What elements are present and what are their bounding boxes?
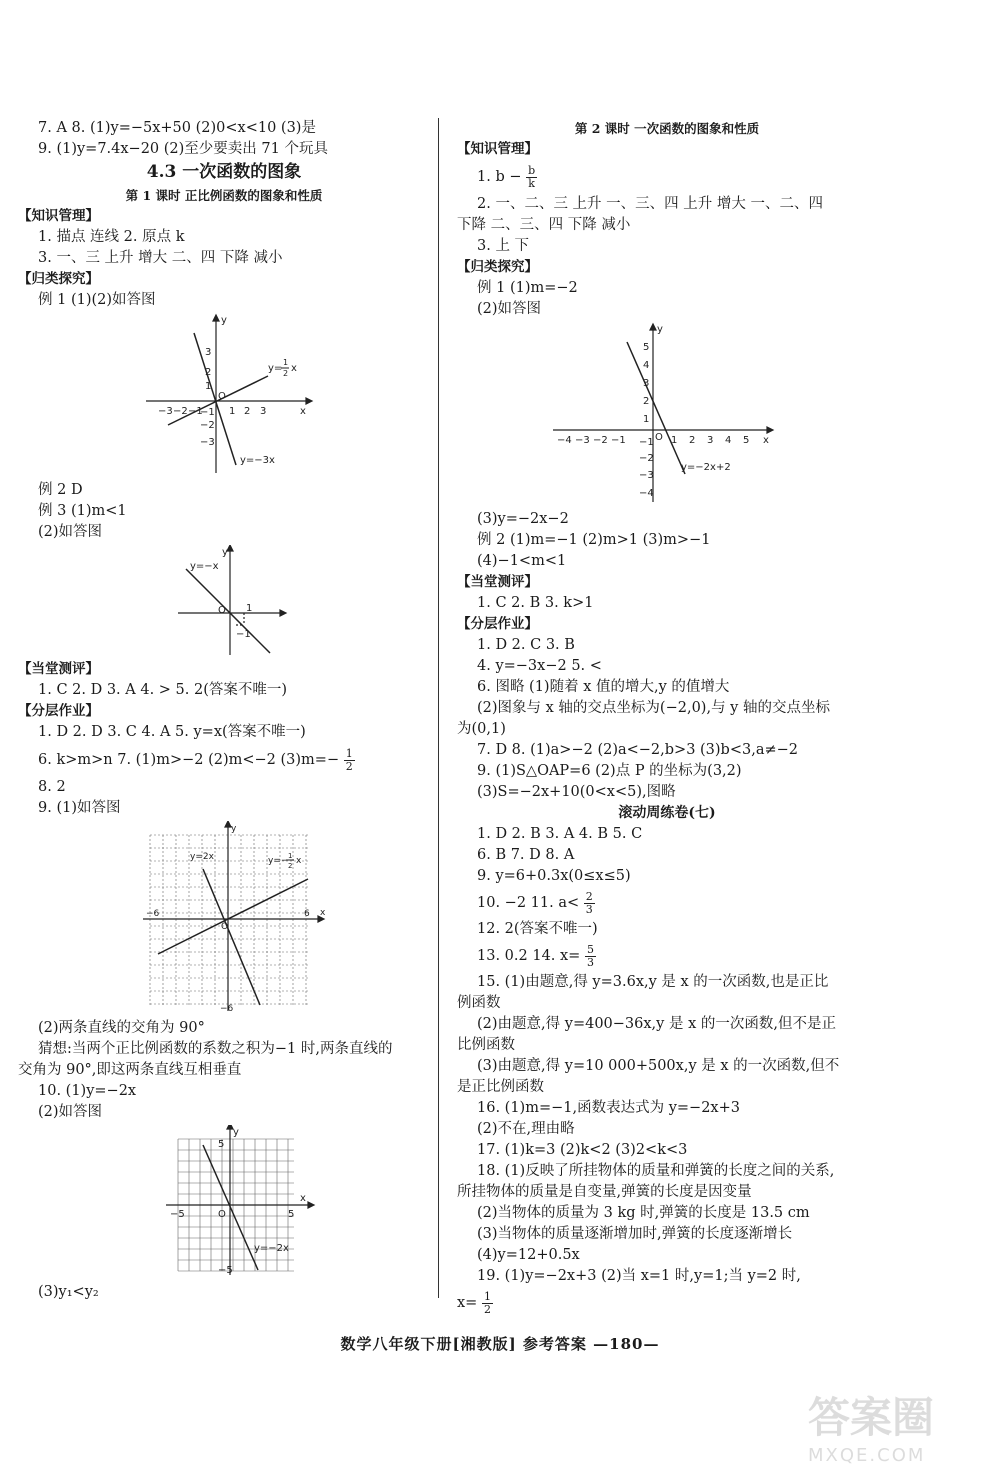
answer-line: 猜想:当两个正比例函数的系数之积为−1 时,两条直线的 (38, 1041, 393, 1057)
svg-text:3: 3 (260, 406, 267, 417)
graph-label: y=−2x (254, 1243, 289, 1254)
answer-line: (3)y=−2x−2 (477, 511, 569, 527)
section-title: 滚动周练卷(七) (618, 805, 716, 821)
answer-line: 交角为 90°,即这两条直线互相垂直 (18, 1062, 242, 1078)
section-heading: 【归类探究】 (457, 259, 538, 275)
section-heading: 【当堂测评】 (18, 661, 99, 677)
graph-example-1 (18, 313, 430, 478)
answer-text: 13. 0.2 14. x= (477, 948, 581, 964)
svg-text:y: y (233, 1127, 239, 1138)
answer-line: (2)当物体的质量为 3 kg 时,弹簧的长度是 13.5 cm (477, 1205, 810, 1221)
answer-line: 9. y=6+0.3x(0≤x≤5) (477, 868, 631, 884)
svg-text:y: y (657, 324, 663, 335)
svg-text:O: O (218, 391, 226, 402)
svg-text:O: O (218, 1209, 226, 1220)
answer-line: 所挂物体的质量是自变量,弹簧的长度是因变量 (457, 1184, 752, 1200)
answer-line: 3. 上 下 (477, 238, 530, 254)
svg-text:y: y (221, 315, 227, 326)
svg-text:−3: −3 (639, 470, 654, 481)
svg-text:2: 2 (643, 396, 650, 407)
answer-line: 10. (1)y=−2x (38, 1083, 137, 1099)
answer-line: 12. 2(答案不唯一) (477, 921, 598, 937)
left-column (18, 118, 430, 1303)
answer-line (457, 887, 877, 919)
answer-line (457, 160, 877, 194)
svg-text:3: 3 (707, 435, 714, 446)
answer-line: 6. B 7. D 8. A (477, 847, 575, 863)
answer-line: 例 1 (1)(2)如答图 (38, 292, 156, 308)
svg-text:5: 5 (288, 1209, 295, 1220)
svg-text:4: 4 (643, 360, 650, 371)
svg-text:−1: −1 (611, 435, 626, 446)
answer-text: 6. k>m>n 7. (1)m>−2 (2)m<−2 (3)m=− (38, 752, 340, 768)
answer-line: (2)如答图 (477, 301, 542, 317)
svg-text:−4: −4 (639, 488, 654, 499)
section-heading: 【知识管理】 (18, 208, 99, 224)
svg-text:−1: −1 (236, 629, 251, 640)
answer-line: 例函数 (457, 995, 501, 1011)
answer-text: x= (457, 1295, 478, 1311)
answer-line: (3)y₁<y₂ (38, 1284, 99, 1300)
answer-line: (3)S=−2x+10(0<x<5),图略 (477, 784, 676, 800)
answer-line: (4)y=12+0.5x (477, 1247, 580, 1263)
answer-line: 18. (1)反映了所挂物体的质量和弹簧的长度之间的关系, (477, 1163, 835, 1179)
graph-label: y=− (268, 856, 289, 866)
graph-label-den: 2 (283, 369, 289, 378)
graph-label: y=−3x (240, 455, 275, 466)
svg-text:1: 1 (229, 406, 236, 417)
svg-text:6: 6 (304, 909, 310, 919)
svg-text:O: O (221, 922, 229, 932)
answer-line: 下降 二、三、四 下降 减小 (457, 217, 631, 233)
answer-line: 例 2 (1)m=−1 (2)m>1 (3)m>−1 (477, 532, 711, 548)
answer-line: 19. (1)y=−2x+3 (2)当 x=1 时,y=1;当 y=2 时, (477, 1268, 801, 1284)
svg-text:−6: −6 (146, 909, 160, 919)
answer-line: 1. D 2. B 3. A 4. B 5. C (477, 826, 643, 842)
answer-line: 1. D 2. C 3. B (477, 637, 575, 653)
answer-line: 16. (1)m=−1,函数表达式为 y=−2x+3 (477, 1100, 740, 1116)
graph-homework-9 (18, 821, 430, 1016)
svg-text:5: 5 (218, 1139, 225, 1150)
svg-text:−5: −5 (218, 1265, 233, 1276)
answer-line: 例 3 (1)m<1 (38, 503, 127, 519)
svg-text:1: 1 (205, 381, 212, 392)
fraction: $\frac{1}{2}$ (345, 746, 353, 773)
section-heading: 【当堂测评】 (457, 574, 538, 590)
svg-text:−2: −2 (200, 420, 215, 431)
graph-example-3 (18, 545, 430, 657)
svg-text:1: 1 (246, 603, 253, 614)
page-footer: 数学八年级下册[湘教版] 参考答案 —180— (340, 1335, 660, 1353)
svg-text:−3: −3 (200, 437, 215, 448)
svg-text:−3: −3 (575, 435, 590, 446)
section-heading: 【分层作业】 (457, 616, 538, 632)
graph-label: y=−2x+2 (681, 462, 731, 473)
answer-line (18, 743, 430, 777)
svg-text:x: x (300, 1193, 306, 1204)
answer-line: 9. (1)y=7.4x−20 (2)至少要卖出 71 个玩具 (38, 141, 328, 157)
graph-label-den: 2 (288, 862, 293, 870)
answer-line: 9. (1)如答图 (38, 800, 121, 816)
answer-line: 比例函数 (457, 1037, 515, 1053)
answer-line: 例 2 D (38, 482, 83, 498)
svg-text:−6: −6 (220, 1004, 234, 1014)
answer-line: (2)如答图 (38, 1104, 103, 1120)
answer-line: (4)−1<m<1 (477, 553, 567, 569)
svg-text:−1: −1 (188, 406, 203, 417)
svg-text:−3: −3 (158, 406, 173, 417)
answer-line: 1. D 2. D 3. C 4. A 5. y=x(答案不唯一) (38, 724, 306, 740)
svg-text:O: O (655, 432, 663, 443)
graph-homework-10 (18, 1125, 430, 1280)
svg-text:−2: −2 (639, 453, 654, 464)
fraction: $\frac{1}{2}$ (483, 1289, 491, 1316)
graph-label: x (296, 856, 302, 866)
section-title: 4.3 一次函数的图象 (146, 162, 302, 182)
graph-right-example-1 (457, 322, 877, 507)
answer-line: 1. C 2. D 3. A 4. > 5. 2(答案不唯一) (38, 682, 288, 698)
watermark-logo: 答案圈 MXQE.COM (808, 1393, 935, 1466)
answer-text: 10. −2 11. a< (477, 895, 580, 911)
answer-line: (2)图象与 x 轴的交点坐标为(−2,0),与 y 轴的交点坐标 (477, 700, 830, 716)
graph-label: x (291, 363, 297, 374)
svg-text:−4: −4 (557, 435, 572, 446)
svg-text:1: 1 (643, 414, 650, 425)
fraction: $\frac{2}{3}$ (585, 889, 593, 916)
svg-text:2: 2 (244, 406, 251, 417)
fraction: $\frac{b}{k}$ (528, 163, 536, 190)
svg-text:3: 3 (643, 378, 650, 389)
answer-line: (3)由题意,得 y=10 000+500x,y 是 x 的一次函数,但不 (477, 1058, 840, 1074)
answer-line: 2. 一、二、三 上升 一、三、四 上升 增大 一、二、四 (477, 196, 823, 212)
svg-text:x: x (300, 406, 306, 417)
section-heading: 【归类探究】 (18, 271, 99, 287)
svg-text:y: y (222, 547, 228, 558)
svg-text:y: y (231, 824, 237, 834)
svg-text:O: O (218, 605, 226, 616)
answer-line: 7. A 8. (1)y=−5x+50 (2)0<x<10 (3)是 (38, 120, 316, 136)
answer-line: 4. y=−3x−2 5. < (477, 658, 602, 674)
answer-line: 为(0,1) (457, 721, 506, 737)
svg-text:−2: −2 (173, 406, 188, 417)
lesson-title: 第 2 课时 一次函数的图象和性质 (574, 121, 760, 136)
answer-line: (2)如答图 (38, 524, 103, 540)
svg-text:−2: −2 (593, 435, 608, 446)
svg-text:2: 2 (689, 435, 696, 446)
svg-text:y= (268, 363, 282, 374)
answer-line: 15. (1)由题意,得 y=3.6x,y 是 x 的一次函数,也是正比 (477, 974, 829, 990)
svg-text:3: 3 (205, 347, 212, 358)
answer-line (457, 940, 877, 972)
graph-label: y= (268, 363, 283, 374)
answer-line: (2)不在,理由略 (477, 1121, 575, 1137)
svg-text:5: 5 (743, 435, 750, 446)
answer-line: (2)两条直线的交角为 90° (38, 1020, 205, 1036)
answer-line: 3. 一、三 上升 增大 二、四 下降 减小 (38, 250, 283, 266)
svg-text:−1: −1 (200, 407, 215, 418)
graph-label-num: 1 (288, 852, 293, 860)
column-divider (438, 118, 439, 1298)
svg-text:x: x (320, 908, 326, 918)
svg-text:4: 4 (725, 435, 732, 446)
graph-label: y=2x (190, 852, 214, 862)
answer-line: (3)当物体的质量逐渐增加时,弹簧的长度逐渐增长 (477, 1226, 793, 1242)
graph-label: y=−x (190, 561, 219, 572)
svg-text:1: 1 (671, 435, 678, 446)
answer-line: 6. 图略 (1)随着 x 值的增大,y 的值增大 (477, 679, 730, 695)
svg-text:−1: −1 (639, 437, 654, 448)
svg-text:5: 5 (643, 342, 650, 353)
answer-line: 8. 2 (38, 779, 66, 795)
section-heading: 【知识管理】 (457, 141, 538, 157)
answer-line: 17. (1)k=3 (2)k<2 (3)2<k<3 (477, 1142, 688, 1158)
lesson-title: 第 1 课时 正比例函数的图象和性质 (125, 188, 323, 203)
answer-line (457, 1287, 877, 1319)
answer-line: (2)由题意,得 y=400−36x,y 是 x 的一次函数,但不是正 (477, 1016, 836, 1032)
answer-text: 1. b − (477, 169, 522, 185)
right-column (457, 118, 877, 1319)
graph-label-num: 1 (283, 358, 289, 367)
answer-line: 7. D 8. (1)a>−2 (2)a<−2,b>3 (3)b<3,a≠−2 (477, 742, 798, 758)
answer-line: 9. (1)S△OAP=6 (2)点 P 的坐标为(3,2) (477, 763, 742, 779)
svg-text:2: 2 (205, 367, 212, 378)
answer-line: 例 1 (1)m=−2 (477, 280, 578, 296)
fraction: $\frac{5}{3}$ (586, 942, 594, 969)
answer-line: 1. C 2. B 3. k>1 (477, 595, 594, 611)
answer-line: 1. 描点 连线 2. 原点 k (38, 229, 185, 245)
answer-line: 是正比例函数 (457, 1079, 544, 1095)
svg-text:x: x (763, 435, 769, 446)
svg-text:−5: −5 (170, 1209, 185, 1220)
section-heading: 【分层作业】 (18, 703, 99, 719)
